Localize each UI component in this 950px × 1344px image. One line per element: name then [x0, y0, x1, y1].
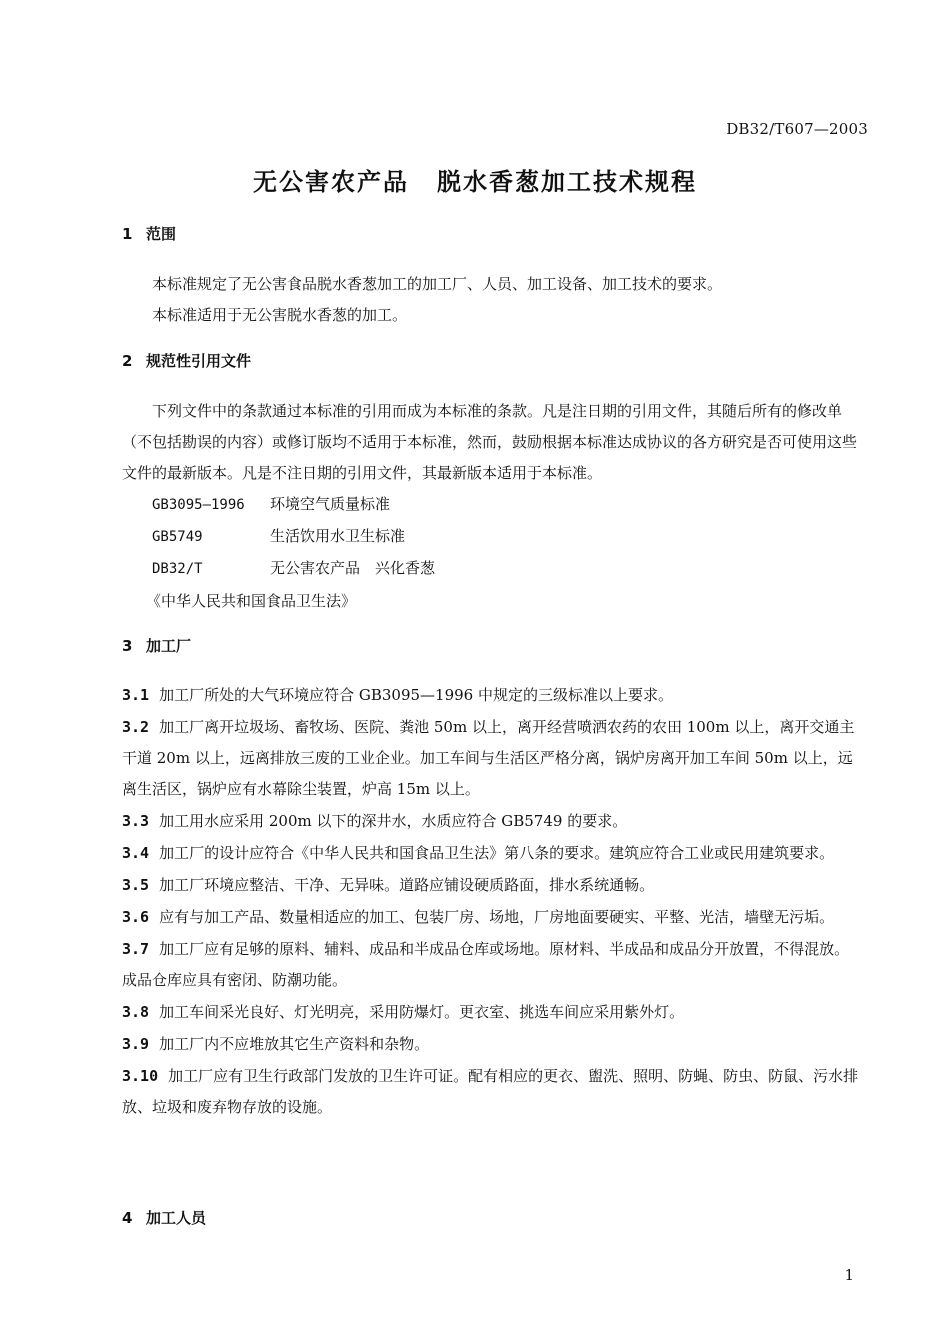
- clause-number: 3.10: [122, 1067, 159, 1085]
- section-title: 规范性引用文件: [146, 352, 252, 370]
- section-1-paragraph-2: 本标准适用于无公害脱水香葱的加工。: [152, 306, 408, 324]
- clause-3-3: [122, 806, 864, 837]
- reference-name: 无公害农产品 兴化香葱: [270, 559, 436, 577]
- section-number: 2: [122, 352, 133, 370]
- clause-text: 加工用水应采用 200m 以下的深井水，水质应符合 GB5749 的要求。: [159, 812, 628, 830]
- reference-code: DB32/T: [152, 561, 203, 577]
- clause-3-1: [122, 680, 864, 711]
- clause-3-2: [122, 712, 864, 805]
- section-title: 范围: [146, 225, 177, 243]
- clause-text: 加工厂离开垃圾场、畜牧场、医院、粪池 50m 以上，离开经营喷洒农药的农田 100m 以上，离开交通主干道 20m 以上，远离排放三废的工业企业。加工车间与生活区严格分离，锅炉房离开加工车间 50m 以上，远离生活区，锅炉应有水幕除尘装置，炉高 15m 以上。: [122, 718, 855, 798]
- reference-name: 环境空气质量标准: [270, 495, 391, 513]
- clause-number: 3.1: [122, 686, 150, 704]
- clause-text: 加工厂的设计应符合《中华人民共和国食品卫生法》第八条的要求。建筑应符合工业或民用建筑要求。: [159, 844, 835, 862]
- document-code: DB32/T607—2003: [726, 120, 868, 138]
- reference-item: [152, 490, 390, 520]
- clause-text: 加工厂应有卫生行政部门发放的卫生许可证。配有相应的更衣、盥洗、照明、防蝇、防虫、防鼠、污水排放、垃圾和废弃物存放的设施。: [122, 1067, 859, 1116]
- clause-3-4: [122, 838, 864, 869]
- section-title: 加工厂: [146, 637, 192, 655]
- clause-number: 3.2: [122, 718, 150, 736]
- clause-number: 3.4: [122, 844, 150, 862]
- clause-3-10: [122, 1061, 864, 1123]
- title-part-1: 无公害农产品: [253, 168, 409, 196]
- section-2-heading: [122, 350, 251, 371]
- reference-item: [152, 522, 405, 552]
- clause-number: 3.7: [122, 940, 150, 958]
- section-1-heading: [122, 223, 176, 244]
- clause-number: 3.6: [122, 908, 150, 926]
- section-number: 4: [122, 1209, 133, 1227]
- section-1-paragraph-1: 本标准规定了无公害食品脱水香葱加工的加工厂、人员、加工设备、加工技术的要求。: [152, 275, 723, 293]
- clause-3-6: [122, 902, 864, 933]
- clause-3-5: [122, 870, 864, 901]
- reference-law: 《中华人民共和国食品卫生法》: [146, 592, 357, 610]
- reference-code: GB3095—1996: [152, 497, 245, 513]
- page-number: 1: [844, 1266, 854, 1284]
- section-number: 1: [122, 225, 133, 243]
- section-2-paragraph: 下列文件中的条款通过本标准的引用而成为本标准的条款。凡是注日期的引用文件，其随后所有的修改单（不包括勘误的内容）或修订版均不适用于本标准，然而，鼓励根据本标准达成协议的各方研究是否可使用这些文件的最新版本。凡是不注日期的引用文件，其最新版本适用于本标准。: [122, 402, 858, 482]
- title-part-2: 脱水香葱加工技术规程: [437, 168, 697, 196]
- reference-item: [152, 554, 435, 584]
- clause-text: 加工厂应有足够的原料、辅料、成品和半成品仓库或场地。原材料、半成品和成品分开放置，不得混放。成品仓库应具有密闭、防潮功能。: [122, 940, 850, 989]
- reference-name: 生活饮用水卫生标准: [270, 527, 406, 545]
- document-title: [0, 162, 950, 197]
- clause-number: 3.9: [122, 1035, 150, 1053]
- section-number: 3: [122, 637, 133, 655]
- clause-text: 加工厂内不应堆放其它生产资料和杂物。: [159, 1035, 430, 1053]
- clause-number: 3.3: [122, 812, 150, 830]
- clause-3-8: [122, 997, 864, 1028]
- section-title: 加工人员: [146, 1209, 207, 1227]
- clause-number: 3.5: [122, 876, 150, 894]
- section-3-heading: [122, 635, 191, 656]
- reference-code: GB5749: [152, 529, 203, 545]
- clause-3-7: [122, 934, 864, 996]
- section-4-heading: [122, 1207, 206, 1228]
- clause-text: 加工厂环境应整洁、干净、无异味。道路应铺设硬质路面，排水系统通畅。: [159, 876, 655, 894]
- clause-text: 加工厂所处的大气环境应符合 GB3095—1996 中规定的三级标准以上要求。: [159, 686, 673, 704]
- clause-number: 3.8: [122, 1003, 150, 1021]
- clause-text: 应有与加工产品、数量相适应的加工、包装厂房、场地，厂房地面要硬实、平整、光洁，墙壁无污垢。: [159, 908, 835, 926]
- clause-text: 加工车间采光良好、灯光明亮，采用防爆灯。更衣室、挑选车间应采用紫外灯。: [159, 1003, 685, 1021]
- section-3-clauses: [122, 680, 864, 1123]
- clause-3-9: [122, 1029, 864, 1060]
